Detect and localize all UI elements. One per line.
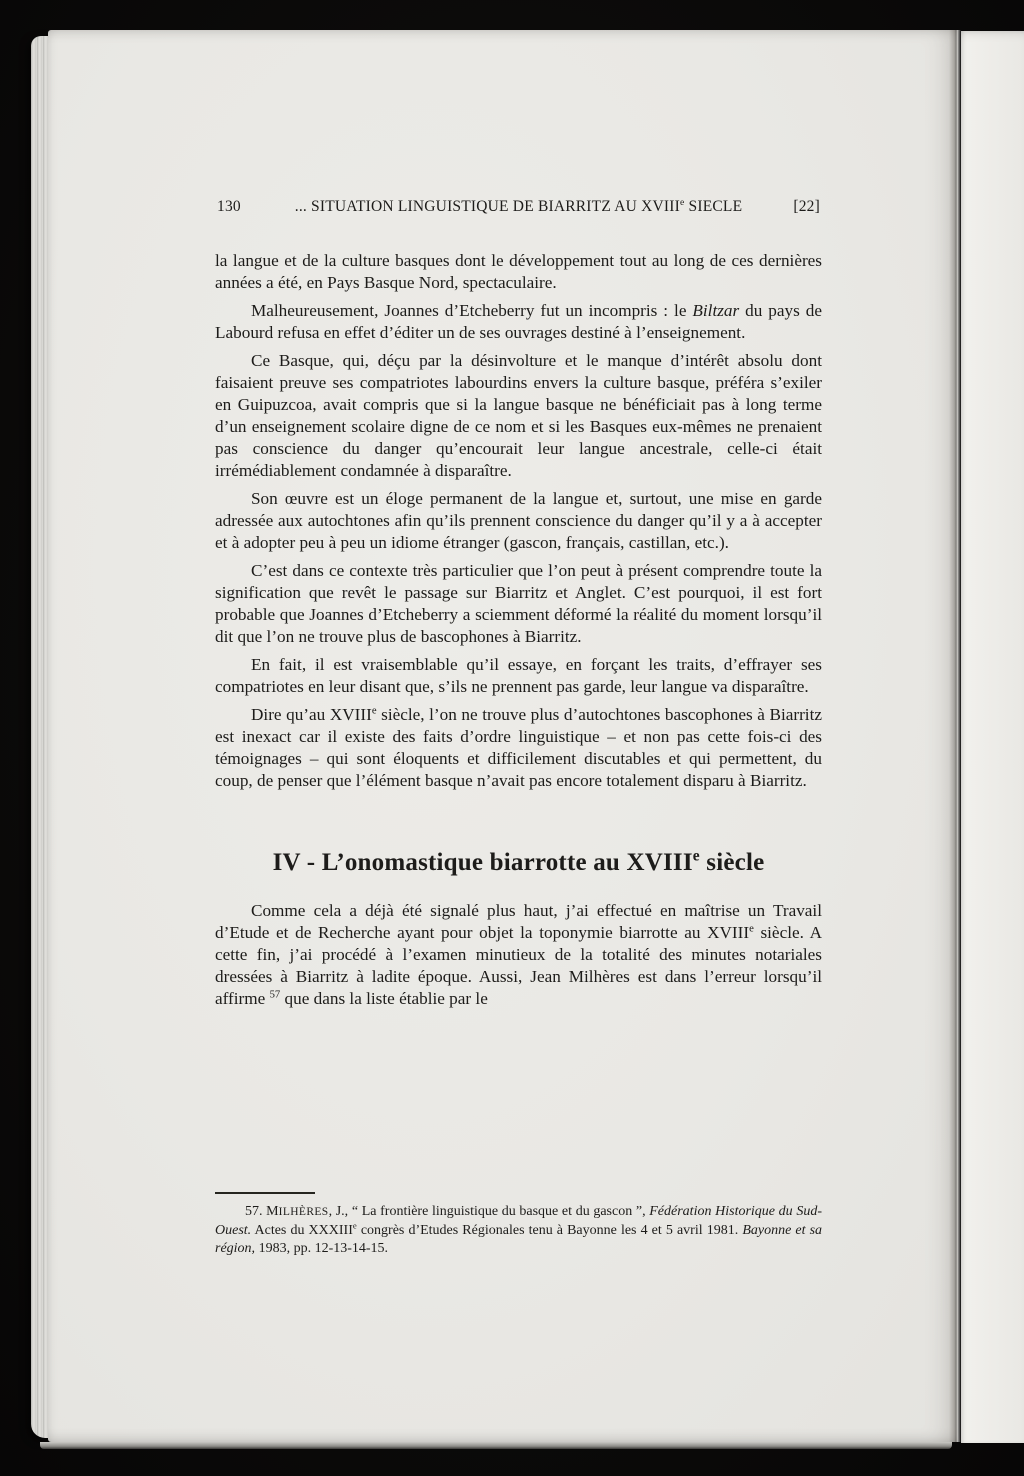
text-run: siècle, l’on ne trouve plus d’autochtones bascophones à Biarritz est inexact car il existe des faits d’ordre linguistique – et non pas cette fois-ci des témoignages – qui sont éloquents et difficilement discutables et qui permettent, du coup, de penser que l’élément basque n’avait pas encore totalement disparu à Biarritz. — [215, 705, 822, 790]
paragraph — [215, 350, 822, 482]
text-run: que dans la liste établie par le — [280, 989, 488, 1008]
text-run: IV - L’onomastique biarrotte au XVIII — [272, 849, 693, 876]
text-run: , J., “ La frontière linguistique du basque et du gascon ”, — [328, 1204, 650, 1219]
text-run: 57. M — [245, 1204, 279, 1219]
paragraph — [215, 560, 822, 648]
book-page — [48, 30, 958, 1442]
text-run: Ce Basque, qui, déçu par la désinvolture et le manque d’intérêt absolu dont faisaient preuve ses compatriotes labourdins envers la culture basque, préféra s’exiler en Guipuzcoa, avait compris que si la langue basque ne bénéficiait pas à long terme d’un enseignement scolaire digne de ce nom et si les Basques eux-mêmes ne prenaient pas conscience du danger qu’encourait leur langue ancestrale, celle-ci était irrémédiablement condamnée à disparaître. — [215, 351, 822, 480]
paragraph — [215, 704, 822, 792]
text-run: du pays de Labourd refusa en effet d’éditer un de ses ouvrages destiné à l’enseignement. — [215, 301, 822, 342]
text-run: ... SITUATION LINGUISTIQUE DE BIARRITZ AU XVIII — [294, 198, 680, 215]
footnote-separator — [215, 1192, 315, 1194]
running-title — [295, 198, 743, 216]
bottom-page-edges — [40, 1442, 952, 1449]
text-run: C’est dans ce contexte très particulier que l’on peut à présent comprendre toute la signification que revêt le passage sur Biarritz et Anglet. C’est pourquoi, il est fort probable que Joannes d’Etcheberry a sciemment déformé la réalité du moment lorsqu’il dit que l’on ne trouve plus de bascophones à Biarritz. — [215, 561, 822, 646]
superscript: e — [749, 923, 754, 935]
paragraphs-before-heading — [215, 250, 822, 792]
paragraphs-after-heading — [215, 900, 822, 1010]
footnote — [215, 1203, 822, 1259]
text-run: 1983, pp. 12-13-14-15. — [255, 1241, 389, 1256]
text-run: congrès d’Etudes Régionales tenu à Bayonne les 4 et 5 avril 1981. — [356, 1222, 743, 1238]
text-run: Dire qu’au XVIII — [251, 705, 372, 724]
paragraph — [215, 300, 822, 344]
text-run: Comme cela a déjà été signalé plus haut, j’ai effectué en maîtrise un Travail d’Etude et de Recherche ayant pour objet la toponymie biarrotte au XVIII — [215, 901, 822, 942]
text-run: Son œuvre est un éloge permanent de la langue et, surtout, une mise en garde adressée aux autochtones afin qu’ils prennent conscience du danger qu’il y a à accepter et à adopter peu à peu un idiome étranger (gascon, français, castillan, etc.). — [215, 489, 822, 552]
text-run: siècle. A cette fin, j’ai procédé à l’examen minutieux de la totalité des minutes notariales dressées à Biarritz à ladite époque. Aussi, Jean Milhères est dans l’erreur lorsqu’il affirme — [215, 923, 823, 1008]
text-run: Fédération Historique du Sud-Ouest. — [215, 1204, 822, 1238]
running-head — [215, 198, 822, 218]
superscript: e — [371, 705, 377, 717]
superscript: e — [352, 1219, 357, 1230]
body-text — [215, 250, 822, 1016]
text-run: Actes du XXXIII — [251, 1222, 353, 1238]
paragraph — [215, 488, 822, 554]
superscript: 57 — [269, 989, 281, 1001]
text-run: En fait, il est vraisemblable qu’il essaye, en forçant les traits, d’effrayer ses compatriotes en leur disant que, s’ils ne prennent pas garde, leur langue va disparaître. — [215, 655, 822, 696]
text-run: la langue et de la culture basques dont le développement tout au long de ces dernières années a été, en Pays Basque Nord, spectaculaire. — [215, 251, 822, 292]
text-run: SIECLE — [684, 198, 743, 215]
paragraph — [215, 250, 822, 294]
page-number: 130 — [217, 198, 241, 215]
reference-number: [22] — [793, 198, 820, 215]
text-run: ILHÈRES — [278, 1206, 329, 1218]
gutter-crease — [949, 30, 961, 1442]
text-run: Malheureusement, Joannes d’Etcheberry fut un incompris : le — [251, 301, 693, 320]
paragraph — [215, 654, 822, 698]
facing-page-sliver — [961, 31, 1024, 1443]
section-heading — [215, 848, 822, 878]
text-run: Biltzar — [692, 301, 740, 320]
superscript: e — [679, 196, 685, 208]
text-run: Bayonne et sa région, — [215, 1222, 823, 1256]
footnote-block — [215, 1192, 822, 1259]
text-run: siècle — [699, 849, 765, 876]
paragraph — [215, 900, 822, 1010]
superscript: e — [692, 847, 700, 865]
